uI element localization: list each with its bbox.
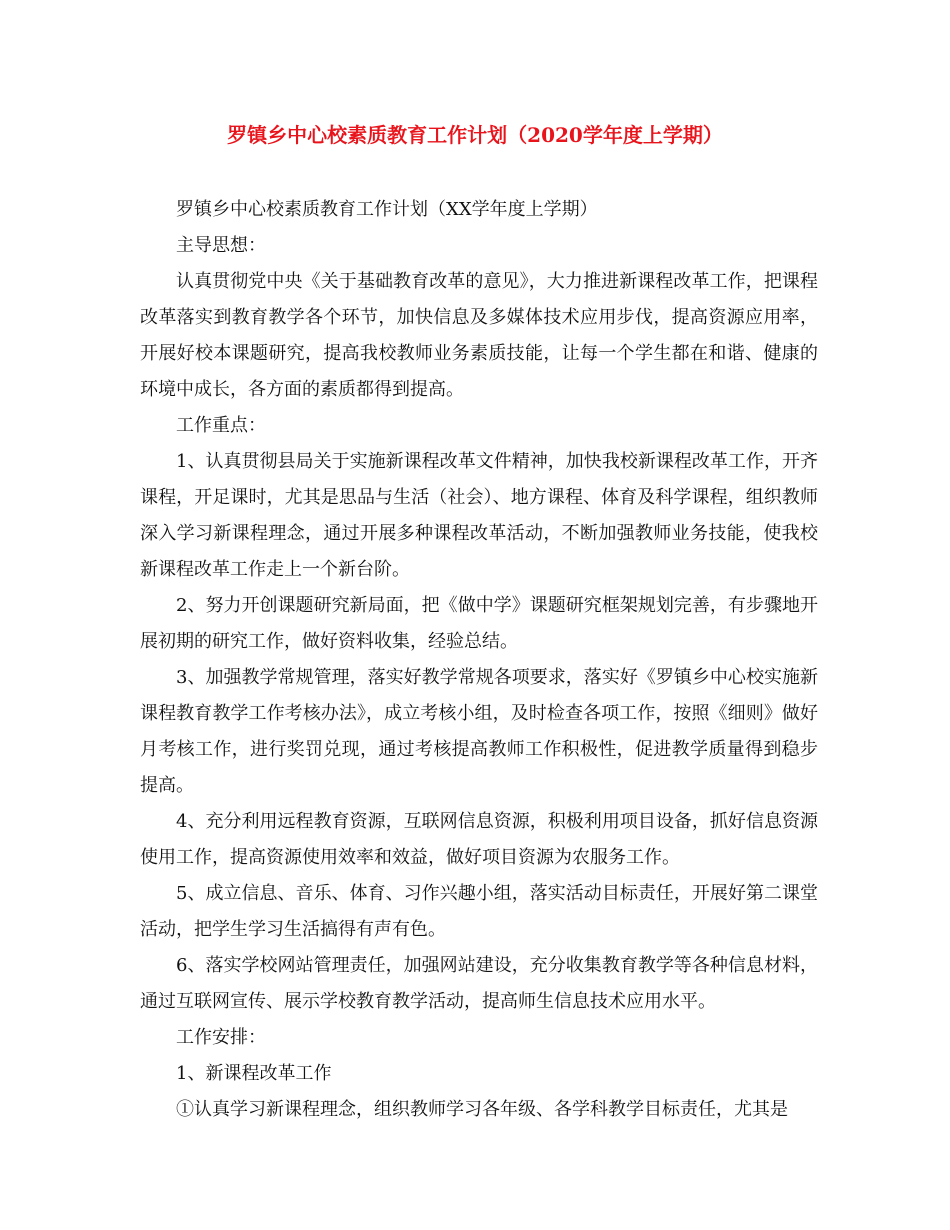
paragraph-arrangement-1: ①认真学习新课程理念，组织教师学习各年级、各学科教学目标责任，尤其是	[176, 1099, 788, 1120]
subtitle-paragraph: 罗镇乡中心校素质教育工作计划（XX学年度上学期）	[176, 199, 598, 220]
document-body	[140, 192, 818, 1128]
paragraph-focus-5: 5、成立信息、音乐、体育、习作兴趣小组，落实活动目标责任，开展好第二课堂活动，把学生学习生活搞得有声有色。	[140, 883, 818, 940]
paragraph-focus-1: 1、认真贯彻县局关于实施新课程改革文件精神，加快我校新课程改革工作，开齐课程，开足课时，尤其是思品与生活（社会）、地方课程、体育及科学课程，组织教师深入学习新课程理念，通过开展多种课程改革活动，不断加强教师业务技能，使我校新课程改革工作走上一个新台阶。	[140, 451, 818, 580]
section-heading-work-arrangement: 工作安排：	[176, 1027, 266, 1048]
paragraph-guiding-thought: 认真贯彻党中央《关于基础教育改革的意见》，大力推进新课程改革工作，把课程改革落实到教育教学各个环节，加快信息及多媒体技术应用步伐，提高资源应用率，开展好校本课题研究，提高我校教师业务素质技能，让每一个学生都在和谐、健康的环境中成长，各方面的素质都得到提高。	[140, 271, 818, 400]
section-heading-work-focus: 工作重点：	[176, 415, 266, 436]
section-heading-guiding-thought: 主导思想：	[176, 235, 266, 256]
paragraph-focus-6: 6、落实学校网站管理责任，加强网站建设，充分收集教育教学等各种信息材料，通过互联网宣传、展示学校教育教学活动，提高师生信息技术应用水平。	[140, 955, 818, 1012]
paragraph-focus-3: 3、加强教学常规管理，落实好教学常规各项要求，落实好《罗镇乡中心校实施新课程教育教学工作考核办法》，成立考核小组，及时检查各项工作，按照《细则》做好月考核工作，进行奖罚兑现，通过考核提高教师工作积极性，促进教学质量得到稳步提高。	[140, 667, 818, 796]
subsection-heading-curriculum-reform: 1、新课程改革工作	[176, 1063, 332, 1084]
document-title: 罗镇乡中心校素质教育工作计划（2020学年度上学期）	[227, 123, 723, 147]
paragraph-focus-4: 4、充分利用远程教育资源，互联网信息资源，积极利用项目设备，抓好信息资源使用工作，提高资源使用效率和效益，做好项目资源为农服务工作。	[140, 811, 818, 868]
paragraph-focus-2: 2、努力开创课题研究新局面，把《做中学》课题研究框架规划完善，有步骤地开展初期的研究工作，做好资料收集，经验总结。	[140, 595, 818, 652]
